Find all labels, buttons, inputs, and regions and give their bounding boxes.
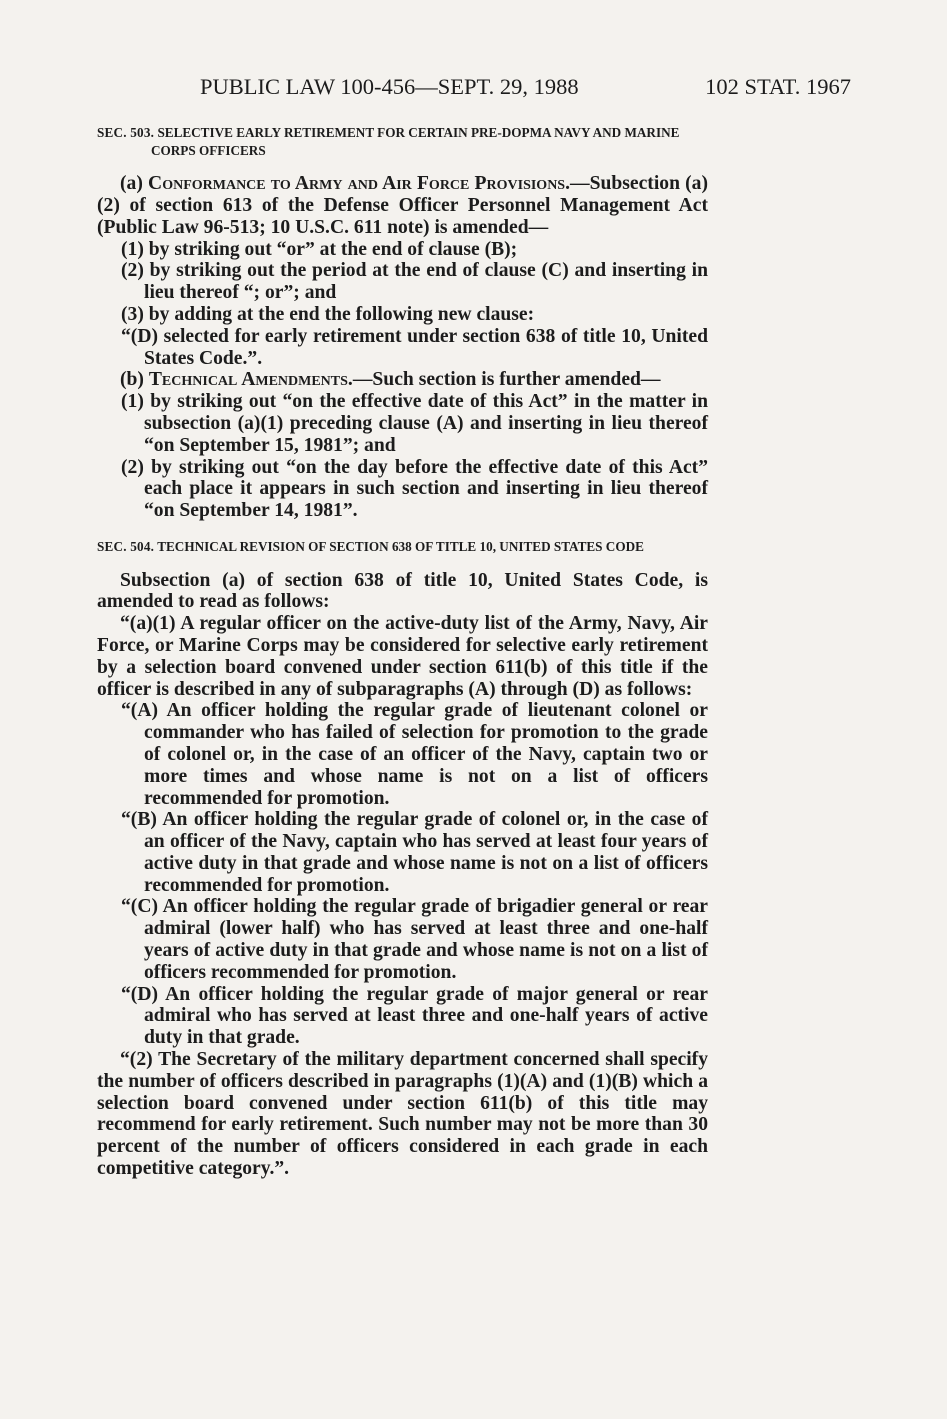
section-504-intro: Subsection (a) of section 638 of title 10, United States Code, is amended to read as follows: bbox=[97, 569, 708, 613]
clause-b2: (2) by striking out “on the day before the effective date of this Act” each place it appears in such section and inserting in lieu thereof “on September 14, 1981”. bbox=[121, 456, 708, 522]
subsection-a-heading: Conformance to Army and Air Force Provisions. bbox=[148, 173, 570, 195]
spacer bbox=[97, 556, 708, 570]
running-header bbox=[200, 74, 851, 104]
section-504-title: TECHNICAL REVISION OF SECTION 638 OF TITLE 10, UNITED STATES CODE bbox=[157, 538, 644, 554]
clause-b1: (1) by striking out “on the effective date of this Act” in the matter in subsection (a)(1) preceding clause (A) and inserting in lieu thereof “on September 15, 1981”; and bbox=[121, 391, 708, 456]
subsection-a-text: —Subsection (a)(2) of section 613 of the Defense Officer Personnel Management Act (Public Law 96-513; 10 U.S.C. 611 note) is amended— bbox=[97, 173, 708, 238]
subparagraph-C: “(C) An officer holding the regular grade of brigadier general or rear admiral (lower half) who has served at least three and one-half years of active duty in that grade and whose name is not on a list of officers recommended for promotion. bbox=[121, 896, 708, 983]
subparagraph-A: “(A) An officer holding the regular grade of lieutenant colonel or commander who has failed of selection for promotion to the grade of colonel or, in the case of an officer of the Navy, captain two or more times and whose name is not on a list of officers recommended for promotion. bbox=[121, 700, 708, 809]
subsection-b-heading: Technical Amendments. bbox=[148, 369, 353, 391]
subsection-a-paragraph bbox=[97, 173, 708, 238]
spacer bbox=[97, 159, 708, 173]
subsection-b-marker: (b) bbox=[120, 369, 144, 391]
section-503-title: SELECTIVE EARLY RETIREMENT FOR CERTAIN PRE-DOPMA NAVY AND MARINE CORPS OFFICERS bbox=[151, 125, 680, 158]
section-504-number: SEC. 504. bbox=[97, 538, 155, 554]
public-law-citation: PUBLIC LAW 100-456—SEPT. 29, 1988 bbox=[200, 74, 579, 99]
section-504-heading bbox=[97, 538, 708, 556]
clause-a3: (3) by adding at the end the following new clause: bbox=[121, 303, 535, 325]
section-503-heading bbox=[97, 124, 708, 159]
statute-page-number: 102 STAT. 1967 bbox=[705, 74, 851, 99]
clause-a3-quote: “(D) selected for early retirement under section 638 of title 10, United States Code.”. bbox=[121, 325, 708, 369]
subparagraph-B: “(B) An officer holding the regular grade of colonel or, in the case of an officer of the Navy, captain who has served at least four years of active duty in that grade and whose name is not on a list of officers recommended for promotion. bbox=[121, 809, 708, 896]
document-body bbox=[97, 124, 708, 1180]
clause-a2: (2) by striking out the period at the end of clause (C) and inserting in lieu thereof “; or”; and bbox=[121, 260, 708, 304]
paragraph-a2: “(2) The Secretary of the military department concerned shall specify the number of officers described in paragraphs (1)(A) and (1)(B) which a selection board convened under section 611(b) of this title may recommend for early retirement. Such number may not be more than 30 percent of the number of officers considered in each grade in each competitive category.”. bbox=[97, 1049, 708, 1180]
subsection-b-text: —Such section is further amended— bbox=[352, 369, 661, 391]
section-503-number: SEC. 503. bbox=[97, 125, 155, 140]
clause-a1: (1) by striking out “or” at the end of clause (B); bbox=[121, 238, 518, 260]
subsection-b-paragraph bbox=[97, 369, 708, 391]
paragraph-a1: “(a)(1) A regular officer on the active-duty list of the Army, Navy, Air Force, or Marine Corps may be considered for selective early retirement by a selection board convened under section 611(b) of this title if the officer is described in any of subparagraphs (A) through (D) as follows: bbox=[97, 613, 708, 700]
subsection-a-marker: (a) bbox=[120, 173, 143, 195]
spacer bbox=[97, 522, 708, 538]
subparagraph-D: “(D) An officer holding the regular grade of major general or rear admiral who has served at least three and one-half years of active duty in that grade. bbox=[121, 983, 708, 1049]
